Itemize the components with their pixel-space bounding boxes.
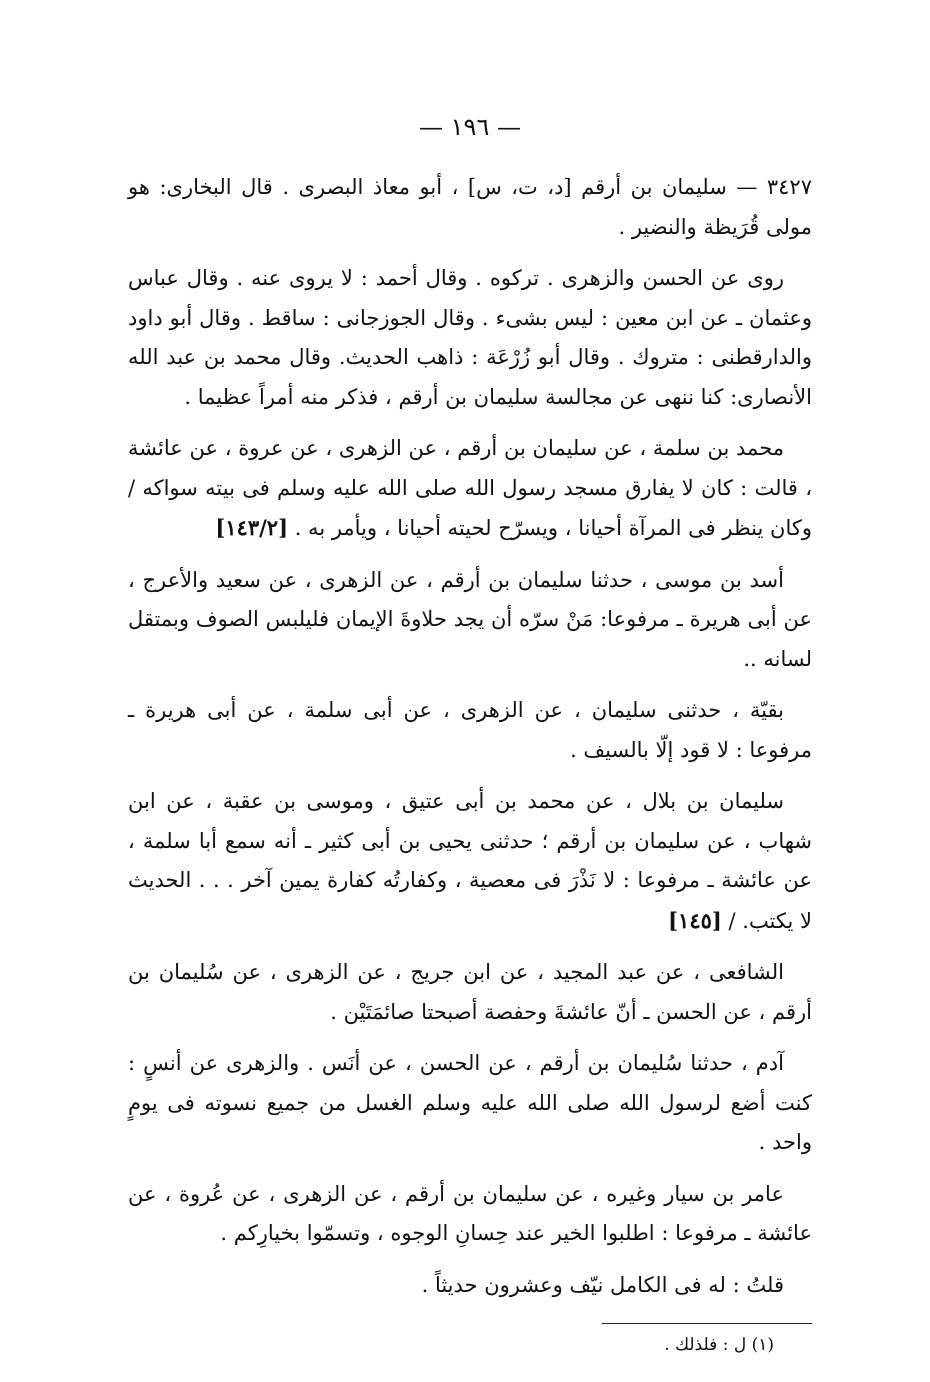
footnote: (١) ل : فلذلك . [664,1335,774,1355]
entry-paragraph: قلتُ : له فى الكامل نيّف وعشرون حديثاً . [421,1272,784,1297]
page-number: — ١٩٦ — [419,113,521,141]
entry-paragraph: عامر بن سيار وغيره ، عن سليمان بن أرقم ، عن الزهرى ، عن عُروة ، عن عائشة ـ مرفوعا : اطلبوا الخير عند حِسانِ الوجوه ، وتسمّوا بخيارِكم . [128,1181,812,1245]
entry-text [128,168,812,1305]
margin-folio-note: [١٤٥] [668,907,722,933]
margin-folio-note: [١٤٣/٢] [215,515,289,540]
entry-paragraph: بقيّة ، حدثنى سليمان ، عن الزهرى ، عن أبى سلمة ، عن أبى هريرة ـ مرفوعا : لا قود إلّا بالسيف . [128,698,812,762]
paragraph-text: سليمان بن بلال ، عن محمد بن أبى عتيق ، وموسى بن عقبة ، عن ابن شهاب ، عن سليمان بن أرقم ؛ حدثنى يحيى بن أبى كثير ـ أنه سمع أبا سلمة ، عن عائشة ـ مرفوعا : لا نَذْرَ فى معصية ، وكفارتُه كفارة يمين آخر . . . الحديث لا يكتب. / [128,789,812,933]
entry-heading-paragraph: ٣٤٢٧ — سليمان بن أرقم [د، ت، س] ، أبو معاذ البصرى . قال البخارى: هو مولى قُرَيظة والنضير . [128,175,812,239]
entry-paragraph [128,782,812,941]
entry-paragraph: آدم ، حدثنا سُليمان بن أرقم ، عن الحسن ، عن أنَس . والزهرى عن أنسٍ : كنت أضع لرسول الله صلى الله عليه وسلم الغسل من جميع نسوته فى يومٍ واحد . [128,1051,812,1154]
entry-paragraph: الشافعى ، عن عبد المجيد ، عن ابن جريج ، عن الزهرى ، عن سُليمان بن أرقم ، عن الحسن ـ أنّ عائشةَ وحفصة أصبحتا صائمَتَيْن . [128,960,812,1024]
entry-paragraph [128,429,812,549]
entry-paragraph: روى عن الحسن والزهرى . تركوه . وقال أحمد : لا يروى عنه . وقال عباس وعثمان ـ عن ابن معين : ليس بشىء . وقال الجوزجانى : ساقط . وقال أبو داود والدارقطنى : متروك . وقال أبو زُرْعَة : ذاهب الحديث. وقال محمد بن عبد الله الأنصارى: كنا ننهى عن مجالسة سليمان بن أرقم ، فذكر منه أمراً عظيما . [128,266,812,409]
footnote-divider [602,1323,812,1324]
entry-paragraph: أسد بن موسى ، حدثنا سليمان بن أرقم ، عن الزهرى ، عن سعيد والأعرج ، عن أبى هريرة ـ مرفوعا: مَنْ سرّه أن يجد حلاوةَ الإيمان فليلبس الصوف وبمتقل لسانه .. [128,567,812,671]
paragraph-text: محمد بن سلمة ، عن سليمان بن أرقم ، عن الزهرى ، عن عروة ، عن عائشة ، قالت : كان لا يفارق مسجد رسول الله صلى الله عليه وسلم فى بيته سواكه / وكان ينظر فى المرآة أحيانا ، ويسرّح لحيته أحيانا ، ويأمر به . [128,436,812,540]
